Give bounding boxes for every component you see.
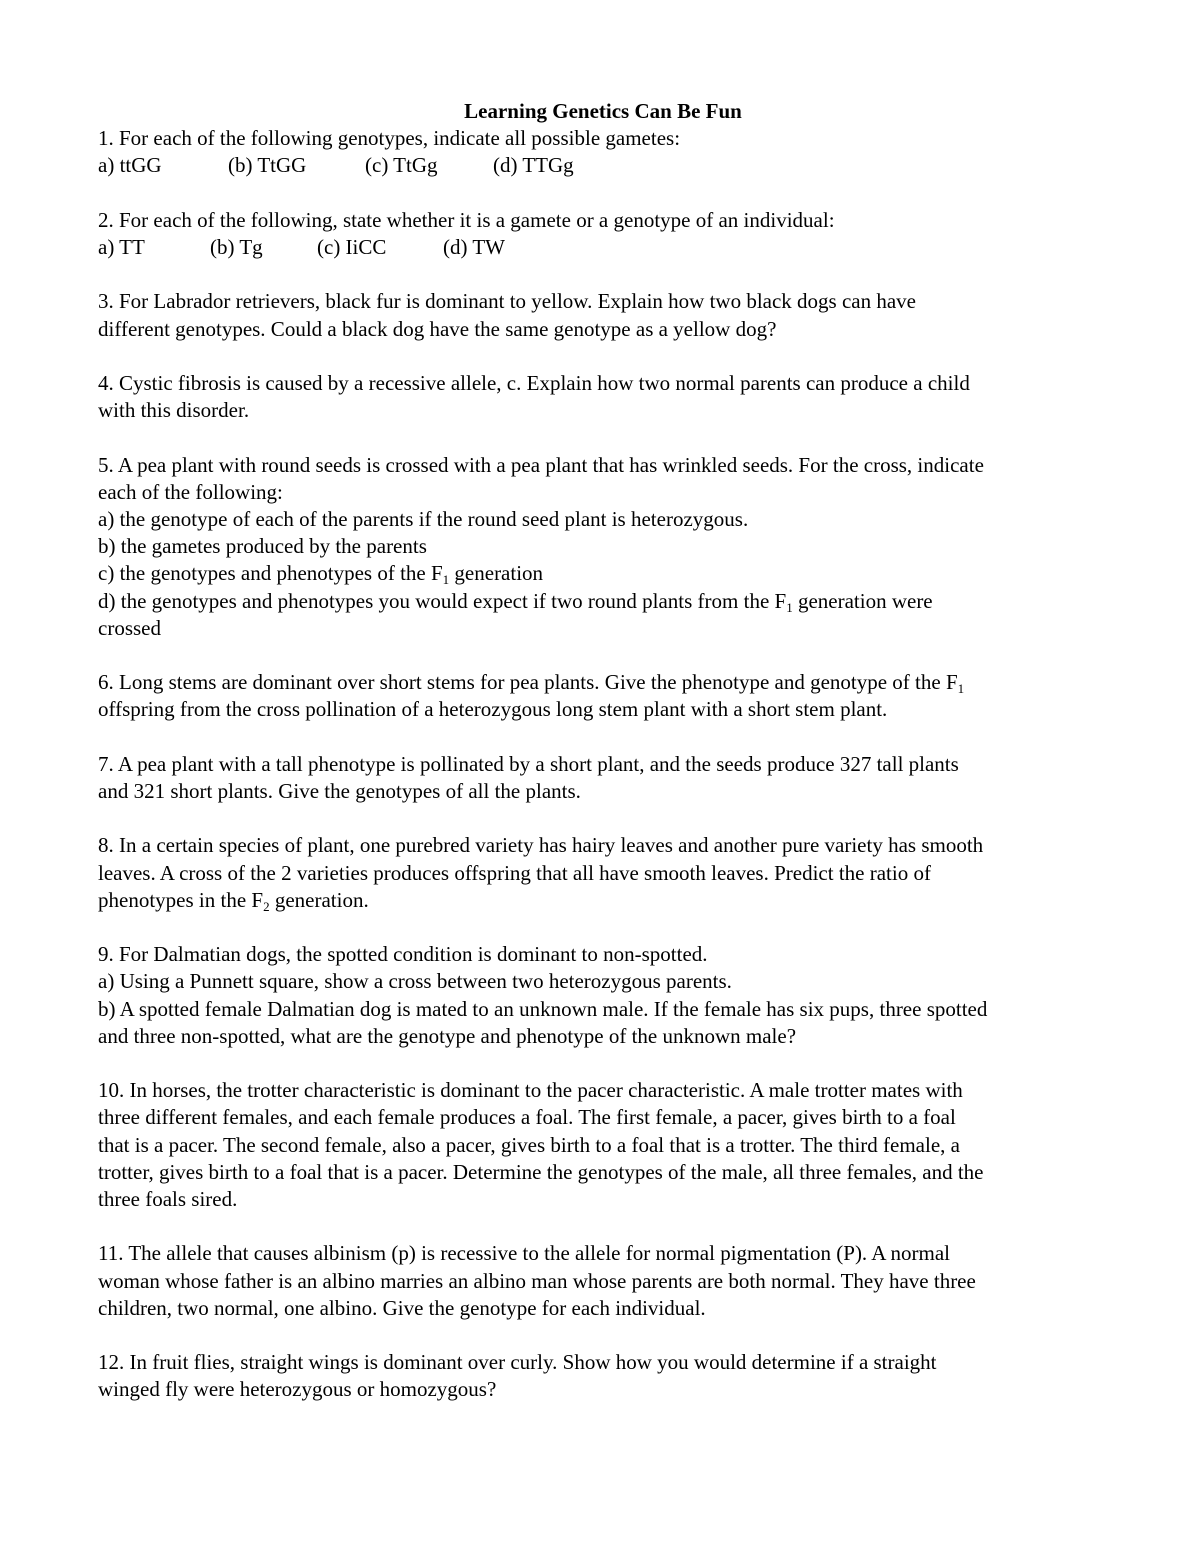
question-line: trotter, gives birth to a foal that is a pacer. Determine the genotypes of the male, all three females, and the (98, 1159, 984, 1184)
question-9 (98, 941, 1108, 1050)
question-part-d (98, 588, 1108, 615)
question-2-options (98, 234, 1108, 261)
question-line: three foals sired. (98, 1186, 238, 1211)
subscript: 1 (442, 572, 450, 588)
question-line: that is a pacer. The second female, also a pacer, gives birth to a foal that is a trotter. The third female, a (98, 1132, 960, 1157)
question-2 (98, 207, 1108, 261)
question-line: and three non-spotted, what are the genotype and phenotype of the unknown male? (98, 1023, 797, 1048)
question-1-text: 1. For each of the following genotypes, indicate all possible gametes: (98, 126, 681, 151)
question-line: three different females, and each female produces a foal. The first female, a pacer, gives birth to a foal (98, 1105, 956, 1130)
question-7 (98, 751, 1108, 805)
question-line: winged fly were heterozygous or homozygous? (98, 1377, 497, 1402)
option-a: a) ttGG (98, 153, 162, 178)
option-c: (c) TtGg (365, 153, 438, 178)
question-line: 7. A pea plant with a tall phenotype is pollinated by a short plant, and the seeds produce 327 tall plants (98, 751, 959, 776)
option-d: (d) TW (443, 235, 506, 259)
option-a: a) TT (98, 235, 145, 259)
question-line: 9. For Dalmatian dogs, the spotted condition is dominant to non-spotted. (98, 942, 708, 967)
question-line: different genotypes. Could a black dog have the same genotype as a yellow dog? (98, 316, 777, 341)
question-line (98, 887, 1108, 914)
question-part-a: a) the genotype of each of the parents if the round seed plant is heterozygous. (98, 506, 749, 531)
question-8 (98, 832, 1108, 914)
question-part-b: b) the gametes produced by the parents (98, 534, 427, 559)
question-line: woman whose father is an albino marries an albino man whose parents are both normal. They have three (98, 1268, 976, 1293)
question-part-a: a) Using a Punnett square, show a cross between two heterozygous parents. (98, 969, 732, 994)
subscript: 1 (957, 681, 965, 697)
text-segment: generation were (792, 588, 933, 613)
question-12 (98, 1349, 1108, 1403)
question-1-options (98, 152, 1108, 179)
question-line: children, two normal, one albino. Give the genotype for each individual. (98, 1295, 706, 1320)
text-segment: generation. (269, 887, 369, 912)
question-1 (98, 125, 1108, 179)
question-line: 11. The allele that causes albinism (p) is recessive to the allele for normal pigmentation (P). A normal (98, 1241, 951, 1266)
question-line: 10. In horses, the trotter characteristic is dominant to the pacer characteristic. A male trotter mates with (98, 1078, 963, 1103)
option-b: (b) Tg (210, 235, 263, 259)
option-b: (b) TtGG (228, 153, 307, 178)
question-part-b: b) A spotted female Dalmatian dog is mated to an unknown male. If the female has six pups, three spotted (98, 996, 988, 1021)
option-c: (c) IiCC (317, 235, 387, 259)
question-line: 5. A pea plant with round seeds is crossed with a pea plant that has wrinkled seeds. For the cross, indicate (98, 452, 984, 477)
text-segment: 6. Long stems are dominant over short stems for pea plants. Give the phenotype and genotype of the F (98, 670, 958, 695)
question-line: offspring from the cross pollination of a heterozygous long stem plant with a short stem plant. (98, 697, 888, 722)
question-3 (98, 288, 1108, 342)
text-segment: d) the genotypes and phenotypes you would expect if two round plants from the F (98, 588, 787, 613)
question-line: leaves. A cross of the 2 varieties produces offspring that all have smooth leaves. Predict the ratio of (98, 860, 931, 885)
subscript: 2 (263, 898, 270, 914)
text-segment: c) the genotypes and phenotypes of the F (98, 561, 443, 586)
question-part-c (98, 560, 1108, 587)
question-line: crossed (98, 615, 161, 640)
subscript: 1 (786, 599, 793, 615)
question-line: each of the following: (98, 479, 283, 504)
worksheet-page (98, 98, 1108, 1431)
question-line: 4. Cystic fibrosis is caused by a recessive allele, c. Explain how two normal parents can produce a child (98, 370, 970, 395)
text-segment: generation (449, 561, 544, 586)
text-segment: phenotypes in the F (98, 887, 264, 912)
question-line: 12. In fruit flies, straight wings is dominant over curly. Show how you would determine if a straight (98, 1350, 937, 1375)
question-11 (98, 1240, 1108, 1322)
question-6 (98, 669, 1108, 723)
question-line (98, 669, 1108, 696)
question-10 (98, 1077, 1108, 1213)
page-title: Learning Genetics Can Be Fun (464, 99, 742, 123)
question-4 (98, 370, 1108, 424)
question-line: 3. For Labrador retrievers, black fur is dominant to yellow. Explain how two black dogs can have (98, 289, 916, 314)
question-5 (98, 452, 1108, 642)
question-line: and 321 short plants. Give the genotypes of all the plants. (98, 778, 581, 803)
question-line: with this disorder. (98, 398, 250, 423)
question-2-text: 2. For each of the following, state whether it is a gamete or a genotype of an individual: (98, 207, 835, 232)
option-d: (d) TTGg (493, 153, 574, 178)
question-line: 8. In a certain species of plant, one purebred variety has hairy leaves and another pure variety has smooth (98, 833, 984, 858)
